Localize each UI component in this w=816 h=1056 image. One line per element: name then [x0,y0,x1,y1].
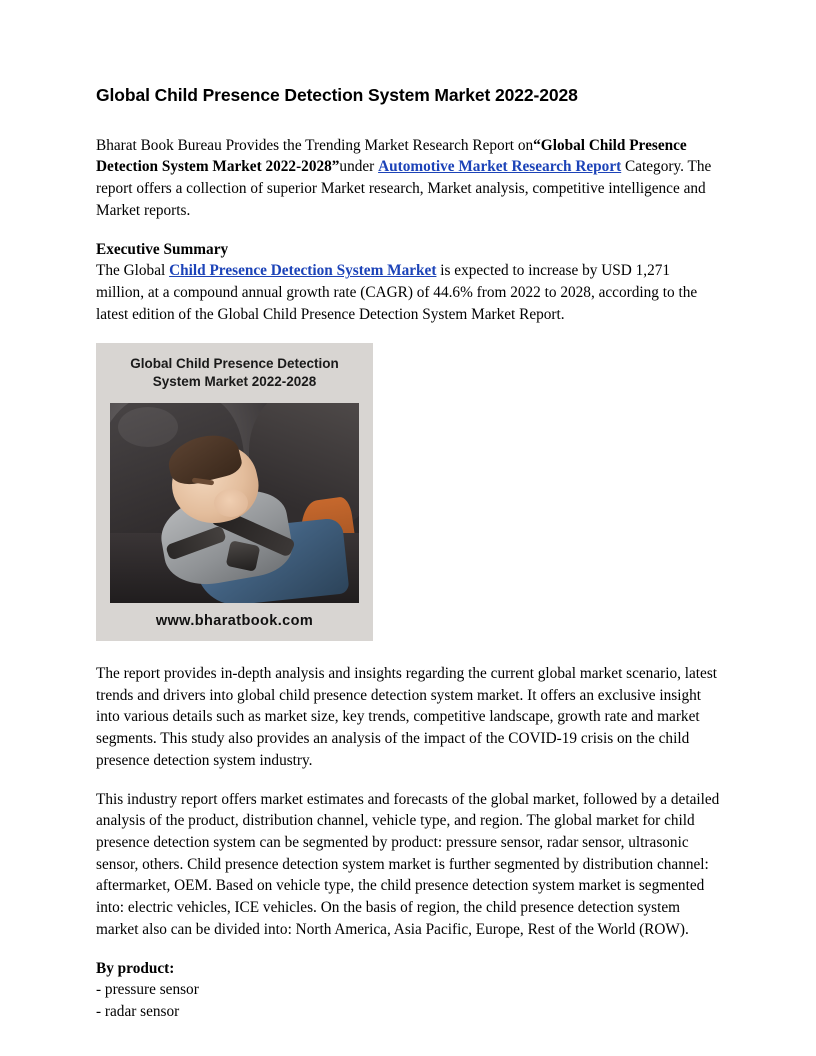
executive-summary-block [96,239,720,326]
intro-report-name: “Global Child Presence Detection System Market 2022-2028” [96,136,687,176]
figure-caption-line1: Global Child Presence Detection [130,355,339,371]
exec-text-before: The Global [96,262,170,280]
figure-caption [96,343,373,399]
figure-caption-line2: System Market 2022-2028 [152,373,317,389]
automotive-market-research-report-link[interactable]: Automotive Market Research Report [378,158,622,176]
figure-website-url: www.bharatbook.com [155,612,314,629]
body-paragraph-1: The report provides in-depth analysis and insights regarding the current global market scenario, latest trends and drivers into global child presence detection system market. It offers an exclusive insight into various details such as market size, key trends, competitive landscape, growth rate and market segments. This study also provides an analysis of the impact of the COVID-19 crisis on the child presence detection system industry. [96,664,718,769]
intro-paragraph [96,135,720,222]
exec-text-after: is expected to increase by USD 1,271 million, at a compound annual growth rate (CAGR) of 44.6% from 2022 to 2028, according to the latest edition of the Global Child Presence Detection System Market Report. [96,262,698,323]
photo-highlight [118,407,178,447]
executive-summary-heading: Executive Summary [96,240,229,258]
child-presence-detection-system-market-link[interactable]: Child Presence Detection System Market [169,262,437,280]
baby-car-seat-image [110,403,359,603]
report-figure [96,343,373,641]
intro-under: under [339,158,379,176]
intro-lead: Bharat Book Bureau Provides the Trending Market Research Report on [96,136,534,154]
by-product-block [96,958,720,1023]
body-paragraph-2: This industry report offers market estimates and forecasts of the global market, followed by a detailed analysis of the product, distribution channel, vehicle type, and region. The global market for child presence detection system can be segmented by product: pressure sensor, radar sensor, ultrasonic sensor, others. Child presence detection system market is further segmented by distribution channel: aftermarket, OEM. Based on vehicle type, the child presence detection system market is segmented into: electric vehicles, ICE vehicles. On the basis of region, the child presence detection system market also can be divided into: North America, Asia Pacific, Europe, Rest of the World (ROW). [96,790,720,938]
page-title: Global Child Presence Detection System Market 2022-2028 [96,85,578,105]
intro-tail: Category. The report offers a collection of superior Market research, Market analysis, competitive intelligence and Market reports. [96,158,712,219]
by-product-item-1: - radar sensor [96,1003,180,1020]
by-product-item-0: - pressure sensor [96,981,199,999]
by-product-heading: By product: [96,959,175,977]
baby-cheek [214,489,248,517]
